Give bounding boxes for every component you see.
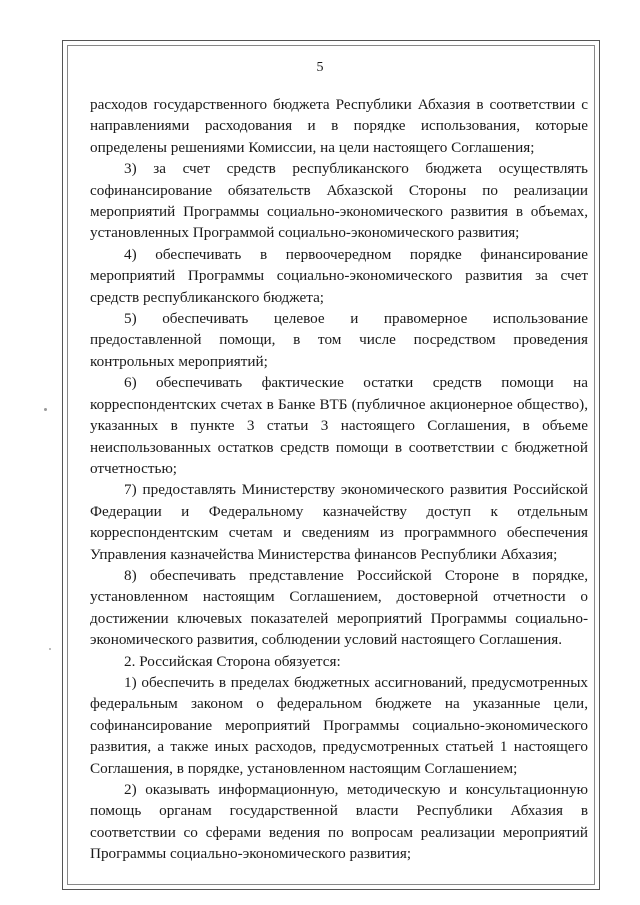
- section-heading: 2. Российская Сторона обязуется:: [124, 652, 341, 670]
- scan-speck: [49, 648, 51, 650]
- paragraph: 2) оказывать информационную, методическую и консультационную помощь органам государственной власти Республики Абхазия в соответствии со сферами ведения по вопросам реализации мероприятий Программы социально-экономического развития;: [90, 781, 588, 863]
- scan-speck: [44, 408, 47, 411]
- document-body: [90, 94, 588, 865]
- paragraph: 7) предоставлять Министерству экономического развития Российской Федерации и Федеральному казначейству доступ к отдельным корреспондентским счетам и сведениям из программного обеспечения Управления казначейства Министерства финансов Республики Абхазия;: [90, 481, 588, 563]
- page-number: 5: [316, 60, 324, 75]
- paragraph: расходов государственного бюджета Республики Абхазия в соответствии с направлениями расходования и в порядке использования, которые определены решениями Комиссии, на цели настоящего Соглашения;: [90, 96, 588, 156]
- paragraph: 4) обеспечивать в первоочередном порядке финансирование мероприятий Программы социально-экономического развития за счет средств республиканского бюджета;: [90, 245, 588, 306]
- paragraph: 8) обеспечивать представление Российской Стороне в порядке, установленном настоящим Соглашением, достоверной отчетности о достижении ключевых показателей мероприятий Программы социально-экономического развития, соблюдении условий настоящего Соглашения.: [90, 566, 588, 649]
- paragraph: 6) обеспечивать фактические остатки средств помощи на корреспондентских счетах в Банке ВТБ (публичное акционерное общество), указанных в пункте 3 статьи 3 настоящего Соглашения, в объеме неиспользованных остатков средств помощи в соответствии с бюджетной отчетностью;: [90, 374, 588, 477]
- paragraph: 3) за счет средств республиканского бюджета осуществлять софинансирование обязательств Абхазской Стороны по реализации мероприятий Программы социально-экономического развития в объемах, установленных Программой социально-экономического развития;: [90, 160, 588, 242]
- paragraph: 5) обеспечивать целевое и правомерное использование предоставленной помощи, в том числе посредством проведения контрольных мероприятий;: [90, 310, 588, 370]
- paragraph: 1) обеспечить в пределах бюджетных ассигнований, предусмотренных федеральным законом о федеральном бюджете на указанные цели, софинансирование мероприятий Программы социально-экономического развития, а также иных расходов, предусмотренных статьей 1 настоящего Соглашения, в порядке, установленном настоящим Соглашением;: [90, 673, 588, 777]
